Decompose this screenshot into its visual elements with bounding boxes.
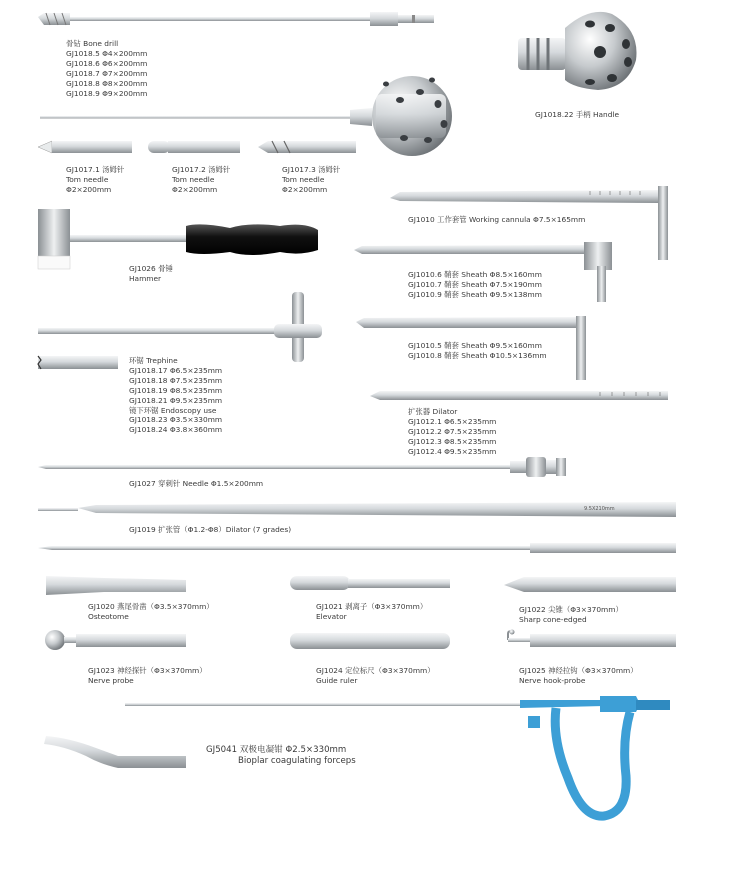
trephine-line: 环锯 Trephine — [129, 356, 178, 365]
handle-line: GJ1018.22 手柄 Handle — [535, 110, 620, 119]
tom-needle-3-label — [282, 165, 340, 195]
dilator-line: GJ1012.3 Φ8.5×235mm — [408, 436, 497, 446]
dilator-label — [408, 407, 496, 457]
nerve-probe-icon — [45, 630, 186, 650]
guide-ruler-line: Guide ruler — [316, 675, 358, 685]
tom-needle-3-line: Tom needle — [282, 174, 325, 184]
dilator-tube-engraving: 9.5X210mm — [584, 506, 615, 512]
bone-drill-line: GJ1018.5 Φ4×200mm — [66, 48, 148, 58]
hammer-icon — [38, 209, 318, 269]
osteotome-label — [88, 602, 214, 622]
tom-needle-3-icon — [258, 141, 356, 153]
working-cannula-label — [408, 215, 585, 225]
tom-needle-3-line: Φ2×200mm — [282, 184, 328, 194]
handle-icon — [518, 12, 637, 90]
nerve-probe-label — [88, 666, 207, 686]
trephine-line: GJ1018.23 Φ3.5×330mm — [129, 415, 223, 425]
forceps-line: Bioplar coagulating forceps — [238, 756, 356, 766]
dilator-tube-label — [129, 525, 291, 535]
tom-needle-1-line: Φ2×200mm — [66, 184, 112, 194]
tom-needle-2-line: Tom needle — [172, 174, 215, 184]
handle-label — [535, 110, 619, 120]
trephine-line: GJ1018.18 Φ7.5×235mm — [129, 375, 223, 385]
trephine-line: 镜下环锯 Endoscopy use — [129, 405, 217, 415]
sharp-cone-label — [519, 605, 623, 625]
sheath-a-line: GJ1010.6 鞘套 Sheath Φ8.5×160mm — [408, 270, 542, 279]
dilator-line: 扩张器 Dilator — [408, 407, 458, 416]
sheath-a-label — [408, 270, 542, 300]
nerve-probe-line: GJ1023 神经探针（Φ3×370mm） — [88, 666, 207, 675]
nerve-hook-icon — [508, 630, 676, 648]
working-cannula-line: GJ1010 工作套管 Working cannula Φ7.5×165mm — [408, 215, 586, 224]
tom-needle-2-line: GJ1017.2 汤姆针 — [172, 165, 231, 174]
sheath-b-line: GJ1010.8 鞘套 Sheath Φ10.5×136mm — [408, 350, 547, 360]
trephine-line: GJ1018.19 Φ8.5×235mm — [129, 385, 223, 395]
dilator-line: GJ1012.1 Φ6.5×235mm — [408, 416, 497, 426]
dilator-icon — [370, 391, 668, 400]
bone-drill-line: GJ1018.6 Φ6×200mm — [66, 58, 148, 68]
sheath-b-line: GJ1010.5 鞘套 Sheath Φ9.5×160mm — [408, 341, 542, 350]
sheath-a-line: GJ1010.7 鞘套 Sheath Φ7.5×190mm — [408, 279, 542, 289]
forceps-line: GJ5041 双极电凝钳 Φ2.5×330mm — [206, 745, 347, 755]
needle-label — [129, 479, 263, 489]
bone-drill-line: GJ1018.7 Φ7×200mm — [66, 68, 148, 78]
trephine-line: GJ1018.24 Φ3.8×360mm — [129, 425, 223, 435]
nerve-hook-label — [519, 666, 638, 686]
osteotome-line: GJ1020 燕尾骨凿（Φ3.5×370mm） — [88, 602, 214, 611]
hammer-label — [129, 264, 173, 284]
nerve-probe-line: Nerve probe — [88, 675, 134, 685]
bone-drill-line: 骨钻 Bone drill — [66, 39, 119, 48]
dilator-tube-line: GJ1019 扩张管（Φ1.2-Φ8）Dilator (7 grades) — [129, 525, 292, 534]
guide-ruler-icon — [290, 633, 450, 649]
guide-ruler-label — [316, 666, 435, 686]
trephine-line: GJ1018.21 Φ9.5×235mm — [129, 395, 223, 405]
bone-drill-line: GJ1018.8 Φ8×200mm — [66, 78, 148, 88]
tom-needle-3-line: GJ1017.3 汤姆针 — [282, 165, 341, 174]
tom-needle-2-icon — [148, 141, 240, 153]
nerve-hook-line: Nerve hook-probe — [519, 675, 586, 685]
bone-drill-line: GJ1018.9 Φ9×200mm — [66, 88, 148, 98]
dilator-line: GJ1012.2 Φ7.5×235mm — [408, 426, 497, 436]
dilator-line: GJ1012.4 Φ9.5×235mm — [408, 446, 497, 456]
elevator-line: Elevator — [316, 611, 347, 621]
tom-needle-1-line: Tom needle — [66, 174, 109, 184]
needle-icon — [38, 457, 566, 477]
tom-needle-1-icon — [38, 141, 132, 153]
bone-drill-icon — [38, 12, 434, 26]
elevator-icon — [290, 576, 450, 590]
long-probe-icon — [38, 543, 676, 553]
guide-ruler-line: GJ1024 定位标尺（Φ3×370mm） — [316, 666, 435, 675]
sharp-cone-icon — [504, 577, 676, 592]
tom-needle-1-label — [66, 165, 124, 195]
tom-needle-1-line: GJ1017.1 汤姆针 — [66, 165, 125, 174]
nerve-hook-line: GJ1025 神经拉钩（Φ3×370mm） — [519, 666, 638, 675]
forceps-label — [206, 745, 356, 767]
elevator-line: GJ1021 剥离子（Φ3×370mm） — [316, 602, 428, 611]
dilator-tube-icon — [38, 502, 676, 517]
elevator-label — [316, 602, 427, 622]
osteotome-line: Osteotome — [88, 611, 129, 621]
sharp-cone-line: GJ1022 尖锥（Φ3×370mm） — [519, 605, 623, 614]
trephine-line: GJ1018.17 Φ6.5×235mm — [129, 365, 223, 375]
osteotome-icon — [46, 576, 186, 595]
bone-drill-label — [66, 39, 147, 98]
hammer-line: Hammer — [129, 273, 162, 283]
sheath-b-label — [408, 341, 547, 361]
hammer-line: GJ1026 骨锤 — [129, 264, 173, 273]
sheath-a-line: GJ1010.9 鞘套 Sheath Φ9.5×138mm — [408, 289, 542, 299]
sharp-cone-line: Sharp cone-edged — [519, 614, 587, 624]
needle-line: GJ1027 穿刺针 Needle Φ1.5×200mm — [129, 479, 264, 488]
bipolar-forceps-icon — [44, 696, 670, 816]
tom-needle-2-line: Φ2×200mm — [172, 184, 218, 194]
tom-needle-2-label — [172, 165, 230, 195]
trephine-label — [129, 356, 222, 435]
